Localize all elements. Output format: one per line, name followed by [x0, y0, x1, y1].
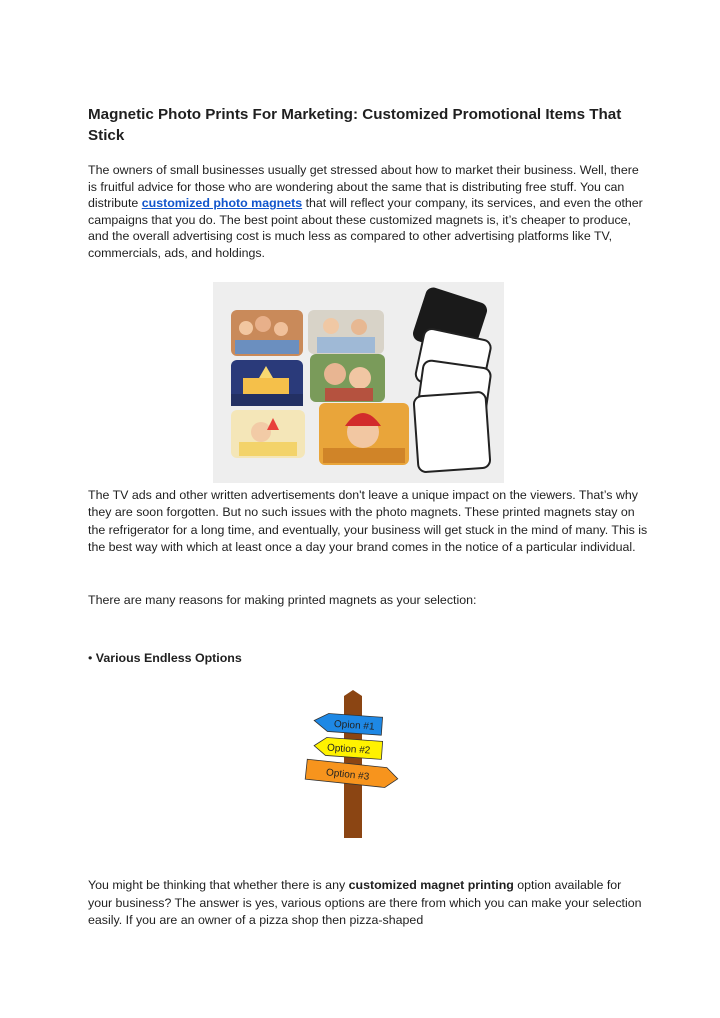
signpost-arrow-option-1	[313, 713, 382, 736]
intro-text-end: that will reflect your company, its services, and even the other campaigns that you do. The best point about these customized magnets is, it’s cheaper to produce, and the overall advertising cost is much less as compared to other advertising platforms like TV, commercials, ads, and holdings.	[88, 196, 643, 260]
signpost-label-option-2: Option #2	[326, 742, 371, 757]
options-text-end: option available for your business? The answer is yes, various options are there from which you can make your selection easily. If you are an owner of a pizza shop then pizza-shaped	[88, 878, 642, 927]
options-paragraph	[88, 877, 648, 930]
options-text-start: You might be thinking that whether there is any	[88, 878, 349, 892]
bullet-item	[88, 651, 242, 665]
magnet-castle-photo	[231, 360, 303, 406]
magnet-family-photo	[231, 310, 303, 356]
photo-magnets-image	[213, 282, 504, 483]
intro-paragraph	[88, 162, 648, 262]
reasons-paragraph: There are many reasons for making printed magnets as your selection:	[88, 593, 477, 607]
magnet-blank-white-3	[413, 392, 490, 473]
signpost-arrow-option-3	[305, 759, 399, 789]
options-signpost-image	[300, 690, 408, 840]
customized-photo-magnets-link[interactable]: customized photo magnets	[141, 196, 303, 211]
tv-ads-paragraph: The TV ads and other written advertisements don't leave a unique impact on the viewers. That’s why they are soon forgotten. But no such issues with the photo magnets. These printed magnets stay on the refrigerator for a long time, and eventually, your business will get stuck in the mind of many. This is the best way with which at least once a day your brand comes in the notice of a particular individual.	[88, 488, 648, 555]
magnet-girl-autumn-photo	[319, 403, 409, 465]
bullet-heading: Various Endless Options	[95, 651, 242, 665]
bullet-symbol: •	[88, 651, 93, 665]
signpost-label-option-3: Option #3	[325, 767, 370, 783]
signpost-arrow-option-2	[314, 737, 383, 760]
intro-text-start: The owners of small businesses usually get stressed about how to market their business. Well, there is fruitful advice for those who are wondering about the same that is distributing free stuff. You can distribute	[88, 163, 639, 211]
magnet-kids-photo	[310, 354, 385, 402]
signpost-label-option-1: Opion #1	[333, 718, 375, 733]
document-title: Magnetic Photo Prints For Marketing: Customized Promotional Items That Stick	[88, 106, 622, 144]
magnet-couple-photo	[308, 310, 384, 354]
magnet-baby-photo	[231, 410, 305, 458]
customized-magnet-printing-bold: customized magnet printing	[348, 878, 514, 892]
